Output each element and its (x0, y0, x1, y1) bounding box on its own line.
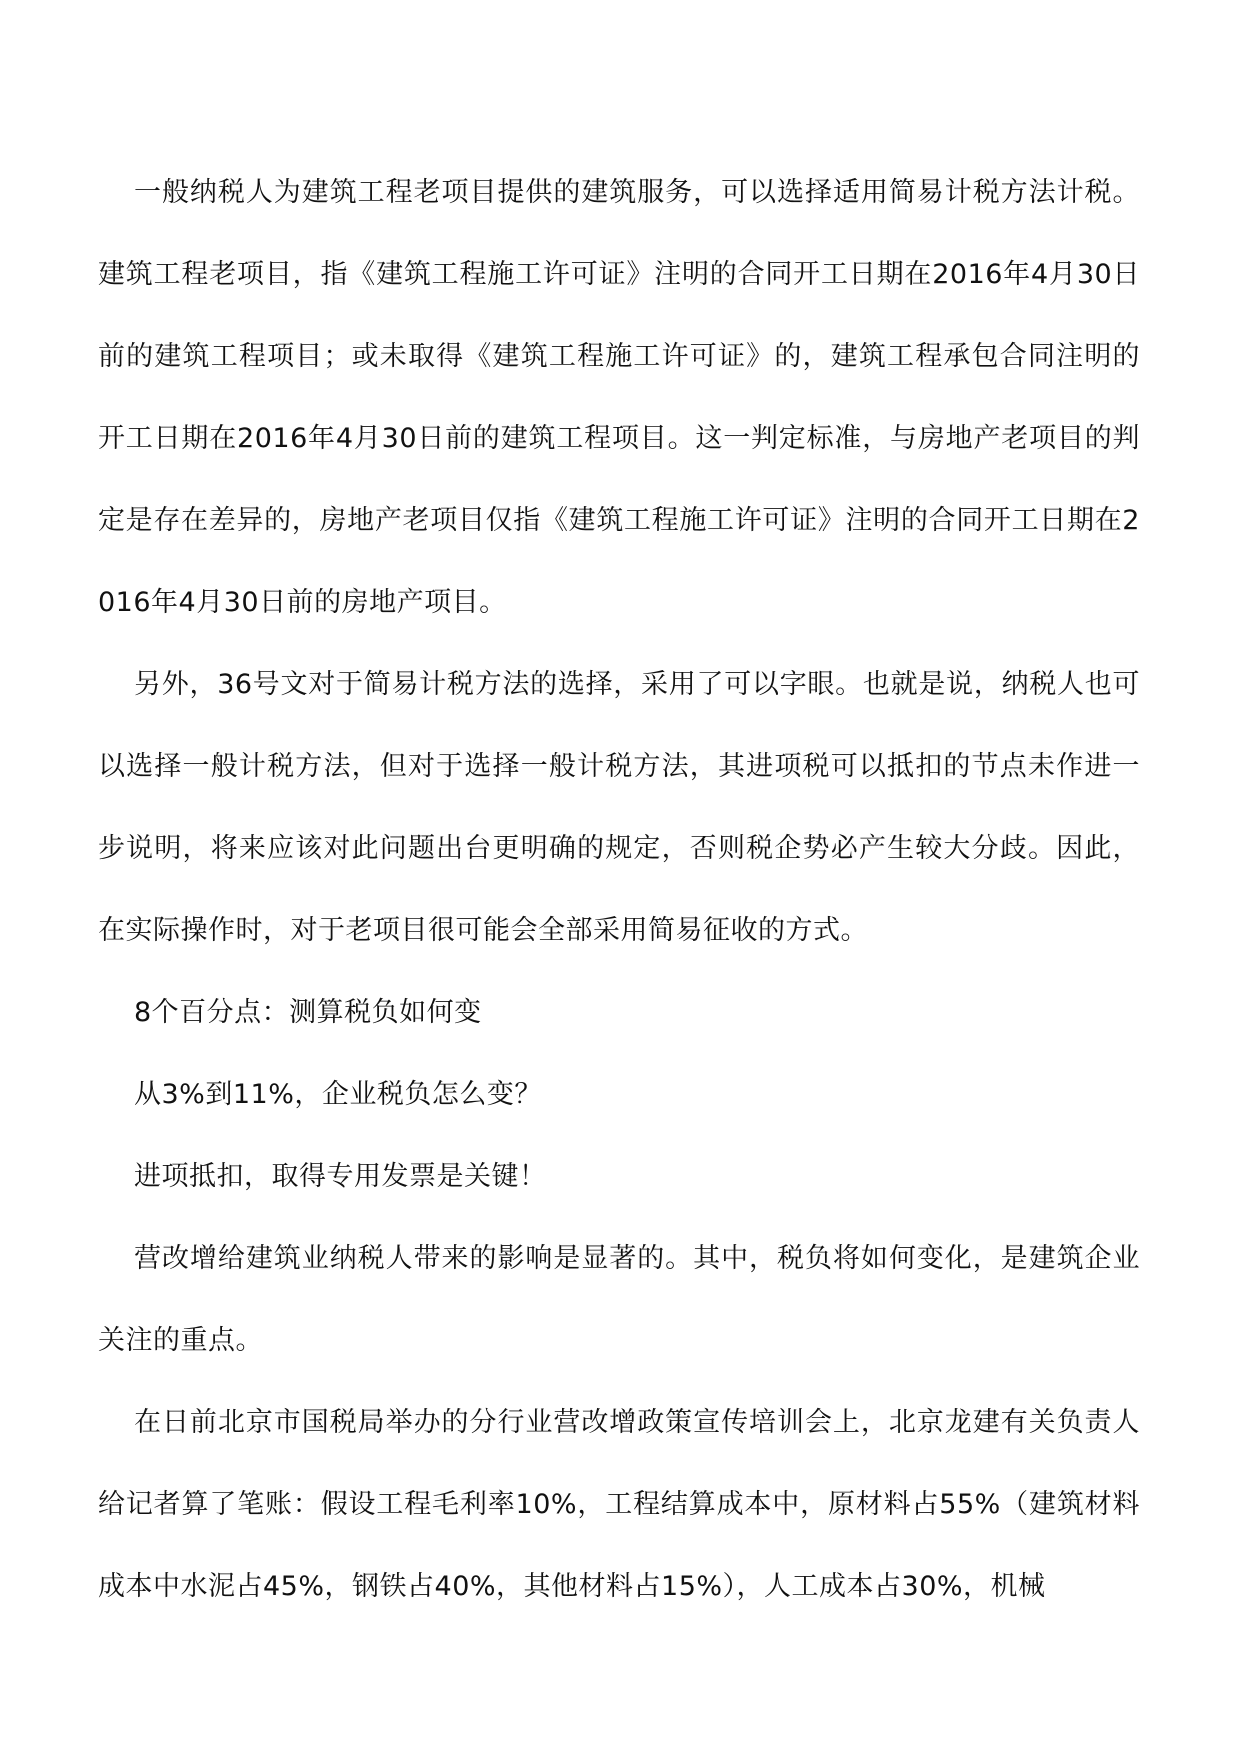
subheading-input-deduction: 进项抵扣，取得专用发票是关键！ (134, 1161, 547, 1192)
paragraph-beijing-example: 在日前北京市国税局举办的分行业营改增政策宣传培训会上，北京龙建有关负责人给记者算了笔账：假设工程毛利率10%，工程结算成本中，原材料占55%（建筑材料成本中水泥占45%，钢铁占40%，其他材料占15%），人工成本占30%，机械 (98, 1407, 1140, 1602)
subheading-rate-change: 从3%到11%，企业税负怎么变？ (134, 1079, 542, 1110)
paragraph-vat-impact: 营改增给建筑业纳税人带来的影响是显著的。其中，税负将如何变化，是建筑企业关注的重点。 (98, 1243, 1140, 1356)
paragraph-document-36-choice: 另外，36号文对于简易计税方法的选择，采用了可以字眼。也就是说，纳税人也可以选择一般计税方法，但对于选择一般计税方法，其进项税可以抵扣的节点未作进一步说明，将来应该对此问题出台更明确的规定，否则税企势必产生较大分歧。因此，在实际操作时，对于老项目很可能会全部采用简易征收的方式。 (98, 669, 1140, 946)
document-body (98, 152, 1140, 1628)
subheading-tax-burden: 8个百分点：测算税负如何变 (134, 997, 482, 1028)
paragraph-simple-tax-old-projects: 一般纳税人为建筑工程老项目提供的建筑服务，可以选择适用简易计税方法计税。建筑工程老项目，指《建筑工程施工许可证》注明的合同开工日期在2016年4月30日前的建筑工程项目；或未取得《建筑工程施工许可证》的，建筑工程承包合同注明的开工日期在2016年4月30日前的建筑工程项目。这一判定标准，与房地产老项目的判定是存在差异的，房地产老项目仅指《建筑工程施工许可证》注明的合同开工日期在2016年4月30日前的房地产项目。 (98, 177, 1140, 618)
